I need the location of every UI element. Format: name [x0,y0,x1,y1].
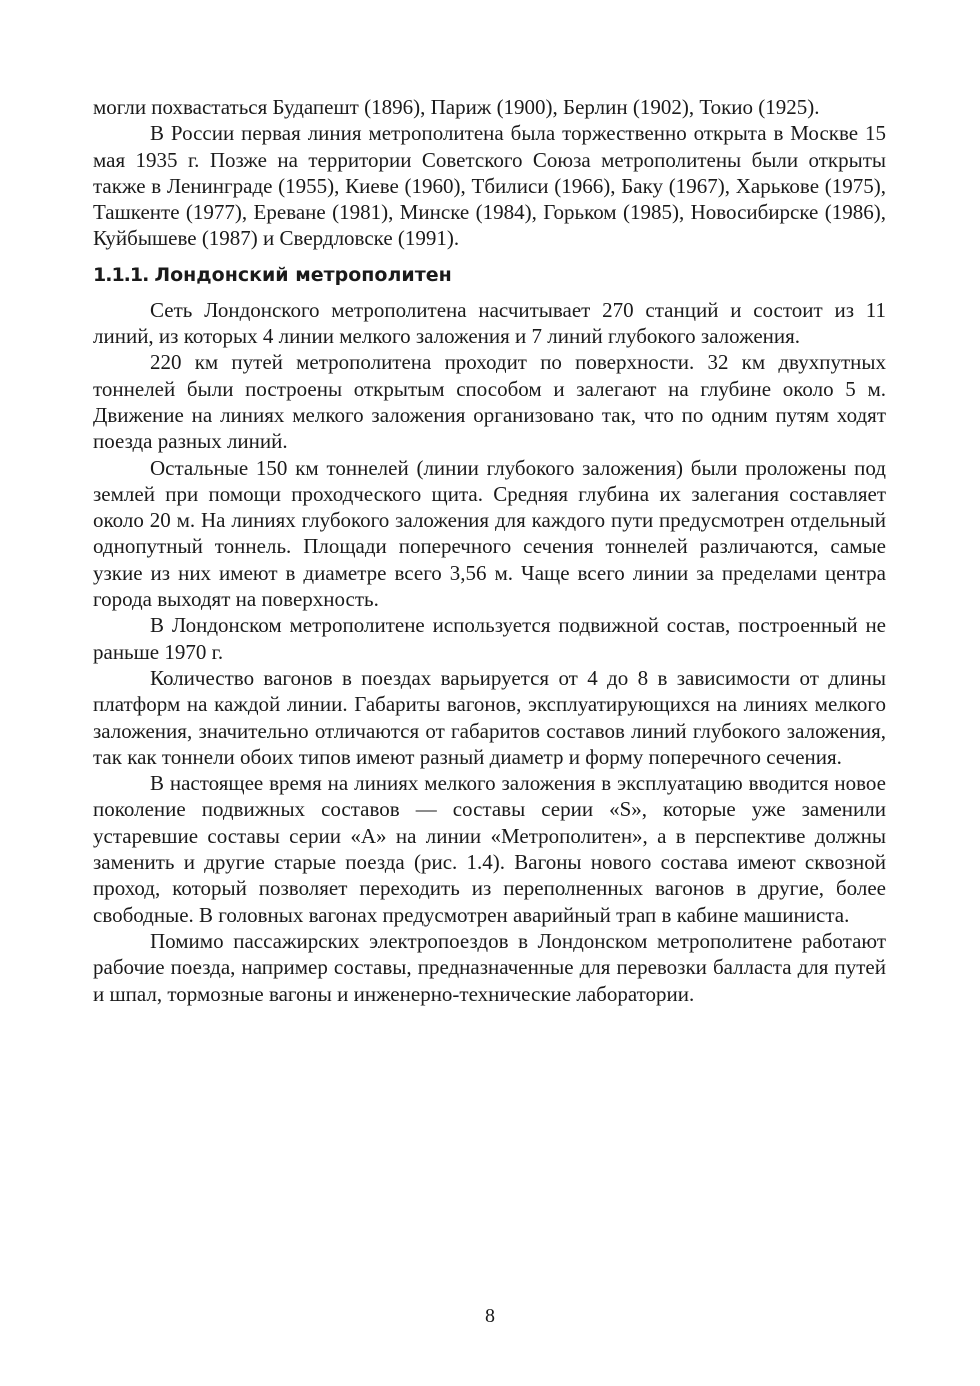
paragraph-rolling-stock: В Лондонском метрополитене используется подвижной состав, построенный не раньше 1970 г. [93,613,886,664]
paragraph-engineering-trains: Помимо пассажирских электропоездов в Лондонском метрополитене работают рабочие поезда, например составы, предназначенные для перевозки балласта для путей и шпал, тормозные вагоны и инженерно-технические лаборатории. [93,928,886,1006]
paragraph-russia-metro: В России первая линия метрополитена была торжественно открыта в Москве 15 мая 1935 г. Позже на территории Советского Союза метрополитены были открыты также в Ленинграде (1955), Киеве (1960), Тбилиси (1966), Баку (1967), Харькове (1975), Ташкенте (1977), Ереване (1981), Минске (1984), Горьком (1985), Новосибирске (1986), Куйбышеве (1987) и Свердловске (1991). [93,121,886,251]
section-number: 1.1.1. [93,263,149,286]
paragraph-deep-tunnels: Остальные 150 км тоннелей (линии глубокого заложения) были проложены под землей при помощи проходческого щита. Средняя глубина их залегания составляет около 20 м. На линиях глубокого заложения для каждого пути предусмотрен отдельный однопутный тоннель. Площади поперечного сечения тоннелей различаются, самые узкие из них имеют в диаметре всего 3,56 м. Чаще всего линии за пределами центра города выходят на поверхность. [93,455,886,612]
paragraph-s-stock: В настоящее время на линиях мелкого заложения в эксплуатацию вводится новое поколение подвижных составов — составы серии «S», которые уже заменили устаревшие составы серии «A» на линии «Метрополитен», а в перспективе должны заменить и другие старые поезда (рис. 1.4). Вагоны нового состава имеют сквозной проход, который позволяет переходить из переполненных вагонов в другие, более свободные. В головных вагонах предусмотрен аварийный трап в кабине машиниста. [93,771,886,927]
page-number: 8 [485,1305,495,1327]
paragraph-continued: могли похвастаться Будапешт (1896), Париж (1900), Берлин (1902), Токио (1925). [93,95,820,119]
paragraph-surface-tracks: 220 км путей метрополитена проходит по поверхности. 32 км двухпутных тоннелей были построены открытым способом и залегают на глубине около 5 м. Движение на линиях мелкого заложения организовано так, что по одним путям ходят поезда разных линий. [93,350,886,454]
section-title: Лондонский метрополитен [154,263,452,286]
document-page [93,94,886,1007]
paragraph-carriages: Количество вагонов в поездах варьируется от 4 до 8 в зависимости от длины платформ на каждой линии. Габариты вагонов, эксплуатирующихся на линиях мелкого заложения, значительно отличаются от габаритов составов линий глубокого заложения, так как тоннели обоих типов имеют разный диаметр и форму поперечного сечения. [93,665,886,769]
paragraph-network: Сеть Лондонского метрополитена насчитывает 270 станций и состоит из 11 линий, из которых 4 линии мелкого заложения и 7 линий глубокого заложения. [93,297,886,349]
section-heading [93,262,886,288]
